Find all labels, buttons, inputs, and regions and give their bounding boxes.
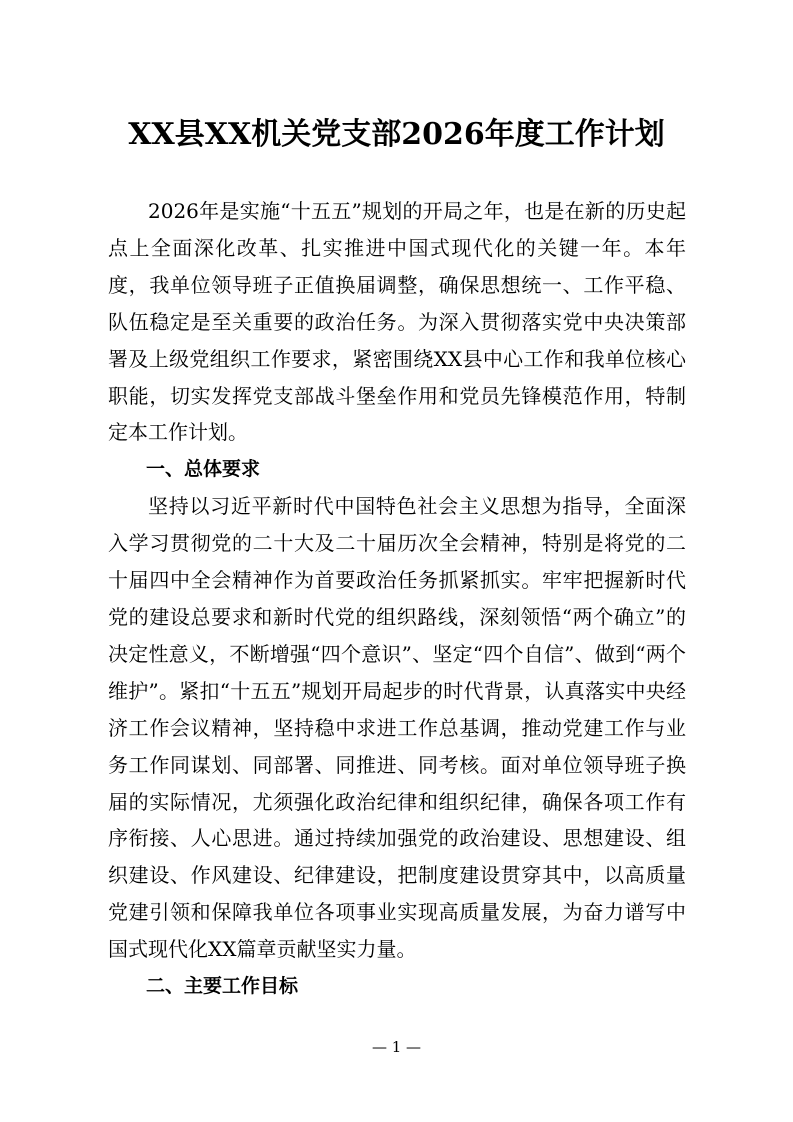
document-title: XX县XX机关党支部2026年度工作计划 (128, 117, 665, 152)
section-heading-overall-requirements: 一、总体要求 (146, 458, 261, 481)
page-number: — 1 — (371, 1038, 422, 1056)
section-heading-main-goals: 二、主要工作目标 (146, 975, 299, 998)
document-body (108, 193, 686, 1005)
intro-paragraph: 2026年是实施“十五五”规划的开局之年，也是在新的历史起点上全面深化改革、扎实推进中国式现代化的关键一年。本年度，我单位领导班子正值换届调整，确保思想统一、工作平稳、队伍稳定是至关重要的政治任务。为深入贯彻落实党中央决策部署及上级党组织工作要求，紧密围绕XX县中心工作和我单位核心职能，切实发挥党支部战斗堡垒作用和党员先锋模范作用，特制定本工作计划。 (108, 199, 686, 445)
section-overall-requirements-paragraph: 坚持以习近平新时代中国特色社会主义思想为指导，全面深入学习贯彻党的二十大及二十届历次全会精神，特别是将党的二十届四中全会精神作为首要政治任务抓紧抓实。牢牢把握新时代党的建设总要求和新时代党的组织路线，深刻领悟“两个确立”的决定性意义，不断增强“四个意识”、坚定“四个自信”、做到“两个维护”。紧扣“十五五”规划开局起步的时代背景，认真落实中央经济工作会议精神，坚持稳中求进工作总基调，推动党建工作与业务工作同谋划、同部署、同推进、同考核。面对单位领导班子换届的实际情况，尤须强化政治纪律和组织纪律，确保各项工作有序衔接、人心思进。通过持续加强党的政治建设、思想建设、组织建设、作风建设、纪律建设，把制度建设贯穿其中，以高质量党建引领和保障我单位各项事业实现高质量发展，为奋力谱写中国式现代化XX篇章贡献坚实力量。 (108, 494, 686, 962)
